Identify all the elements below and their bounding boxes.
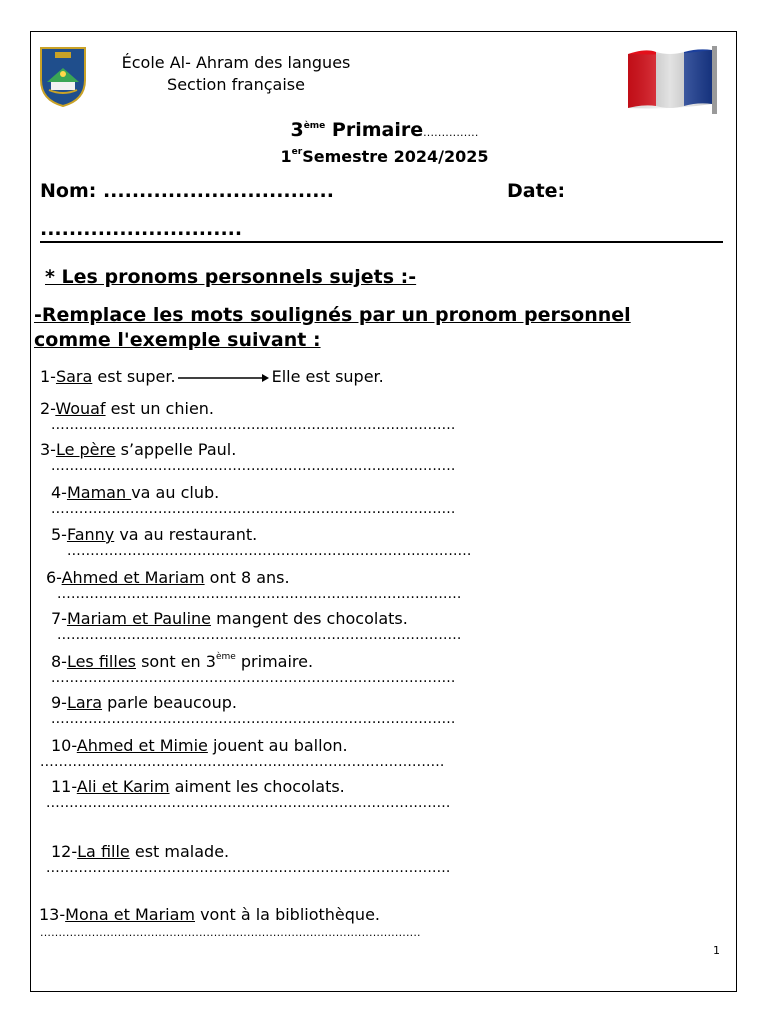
exercise-item: 3-Le père s’appelle Paul.: [40, 440, 237, 459]
page-number: 1: [713, 944, 720, 957]
answer-line[interactable]: .......................................................................................: [67, 543, 472, 559]
example-item: 1-Sara est super. Elle est super.: [40, 367, 384, 386]
exercise-item: 2-Wouaf est un chien.: [40, 399, 215, 418]
section-title: * Les pronoms personnels sujets :-: [45, 266, 417, 288]
answer-line[interactable]: .......................................................................................................: [40, 926, 421, 939]
french-flag-icon: [626, 46, 722, 114]
answer-line[interactable]: .......................................................................................: [46, 860, 451, 876]
school-line1: École Al- Ahram des langues: [121, 53, 351, 72]
exercise-item: 13-Mona et Mariam vont à la bibliothèque.: [39, 905, 380, 924]
answer-line[interactable]: .......................................................................................: [40, 754, 445, 770]
school-line2: Section française: [167, 75, 305, 94]
worksheet-page: [30, 31, 737, 992]
exercise-item: 11-Ali et Karim aiment les chocolats.: [51, 777, 345, 796]
exercise-item: 7-Mariam et Pauline mangent des chocolats.: [51, 609, 408, 628]
exercise-item: 5-Fanny va au restaurant.: [51, 525, 258, 544]
semester-title: 1erSemestre 2024/2025: [280, 147, 489, 166]
header-divider: [40, 241, 723, 243]
answer-line[interactable]: .......................................................................................: [51, 501, 456, 517]
school-crest-icon: [37, 44, 89, 108]
answer-line[interactable]: .......................................................................................: [57, 586, 462, 602]
exercise-item: 6-Ahmed et Mariam ont 8 ans.: [46, 568, 290, 587]
exercise-item: 12-La fille est malade.: [51, 842, 230, 861]
grade-title: 3ème Primaire...............: [290, 119, 479, 141]
instruction: -Remplace les mots soulignés par un pronom personnel comme l'exemple suivant :: [34, 304, 631, 351]
answer-line[interactable]: .......................................................................................: [51, 670, 456, 686]
school-name: [91, 52, 381, 96]
exercise-item: 8-Les filles sont en 3ème primaire.: [51, 652, 314, 671]
answer-line[interactable]: .......................................................................................: [57, 627, 462, 643]
exercise-item: 9-Lara parle beaucoup.: [51, 693, 237, 712]
answer-line[interactable]: .......................................................................................: [51, 711, 456, 727]
arrow-right-icon: [178, 372, 270, 384]
answer-line[interactable]: .......................................................................................: [46, 795, 451, 811]
name-field-label: Nom: ................................: [40, 180, 334, 202]
answer-line[interactable]: .......................................................................................: [51, 417, 456, 433]
date-field-label: Date:: [507, 180, 566, 202]
answer-line[interactable]: .......................................................................................: [51, 458, 456, 474]
exercise-item: 10-Ahmed et Mimie jouent au ballon.: [51, 736, 348, 755]
name-field-dots: ............................: [40, 218, 243, 240]
exercise-item: 4-Maman va au club.: [51, 483, 220, 502]
